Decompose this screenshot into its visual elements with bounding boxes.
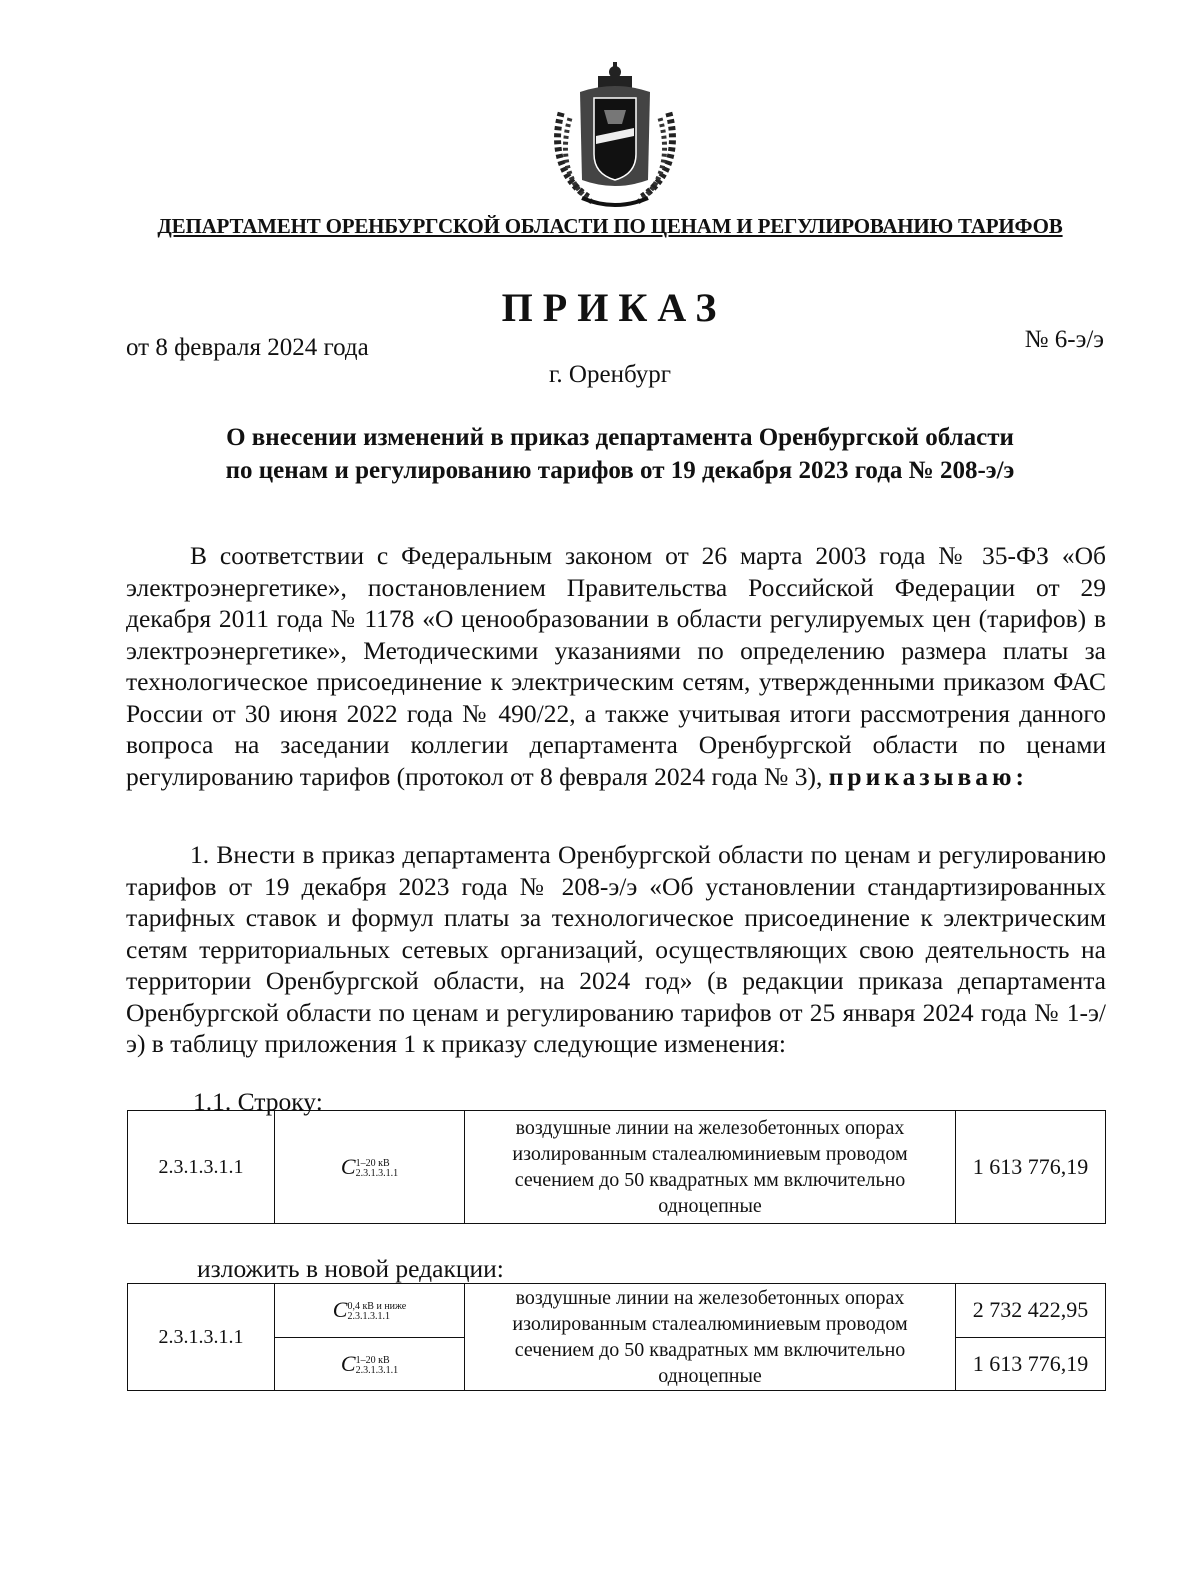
- preamble-command: приказываю:: [828, 761, 1029, 791]
- item-1-text: 1. Внести в приказ департамента Оренбургской области по ценам и регулированию тарифов от 19 декабря 2023 года № 208-э/э «Об установлении стандартизированных тарифных ставок и формул платы за технологическое присоединение к электрическим сетям территориальных сетевых организаций, осуществляющих свою деятельность на территории Оренбургской области, на 2024 год» (в редакции приказа департамента Оренбургской области по ценам и регулированию тарифов от 25 января 2024 года № 1-э/э) в таблицу приложения 1 к приказу следующие изменения:: [126, 840, 1106, 1058]
- item-1-1-label: 1.1. Строку:: [193, 1087, 323, 1116]
- formula-cell: [275, 1284, 465, 1338]
- heading-line-2: по ценам и регулированию тарифов от 19 декабря 2023 года № 208-э/э: [225, 457, 1015, 484]
- preamble-paragraph: [126, 540, 1106, 792]
- formula-cell: [275, 1337, 465, 1391]
- table-old-row: [127, 1110, 1106, 1224]
- formula-cell: [275, 1111, 465, 1224]
- formula-symbol: C: [340, 1154, 356, 1179]
- value-cell: 1 613 776,19: [956, 1111, 1106, 1224]
- formula-subscript: 2.3.1.3.1.1: [347, 1311, 390, 1323]
- code-cell: 2.3.1.3.1.1: [128, 1284, 275, 1391]
- order-title: ПРИКАЗ: [501, 285, 727, 330]
- table-row: [128, 1111, 1106, 1224]
- description-cell: воздушные линии на железобетонных опорах изолированным сталеалюминиевым проводом сечением до 50 квадратных мм включительно одноцепные: [465, 1284, 956, 1391]
- formula-symbol: C: [332, 1297, 348, 1323]
- formula-subscript: 2.3.1.3.1.1: [355, 1167, 399, 1179]
- coat-of-arms-icon: [548, 62, 682, 210]
- order-number: № 6-э/э: [1024, 326, 1104, 353]
- description-cell: воздушные линии на железобетонных опорах изолированным сталеалюминиевым проводом сечением до 50 квадратных мм включительно одноцепные: [465, 1111, 956, 1224]
- value-cell: 2 732 422,95: [956, 1284, 1106, 1338]
- table-row: [128, 1284, 1106, 1338]
- order-city: г. Оренбург: [549, 361, 671, 388]
- formula-symbol: C: [340, 1350, 356, 1376]
- preamble-text: В соответствии с Федеральным законом от 26 марта 2003 года № 35-ФЗ «Об электроэнергетике», постановлением Правительства Российской Федерации от 29 декабря 2011 года № 1178 «О ценообразовании в области регулируемых цен (тарифов) в электроэнергетике», Методическими указаниями по определению размера платы за технологическое присоединение к электрическим сетям, утвержденными приказом ФАС России от 30 июня 2022 года № 490/22, а также учитывая итоги рассмотрения данного вопроса на заседании коллегии департамента Оренбургской области по ценами регулированию тарифов (протокол от 8 февраля 2024 года № 3),: [126, 541, 1106, 791]
- order-heading: [120, 421, 1120, 487]
- formula-superscript: 0,4 кВ и ниже: [347, 1301, 407, 1313]
- heading-line-1: О внесении изменений в приказ департамента Оренбургской области: [226, 424, 1014, 451]
- formula-superscript: 1–20 кВ: [355, 1354, 390, 1366]
- code-cell: 2.3.1.3.1.1: [128, 1111, 275, 1224]
- item-1-paragraph: [126, 839, 1106, 1060]
- table-new-row: [127, 1283, 1106, 1391]
- formula-superscript: 1–20 кВ: [355, 1157, 390, 1169]
- order-date: от 8 февраля 2024 года: [126, 334, 369, 361]
- department-name: ДЕПАРТАМЕНТ ОРЕНБУРГСКОЙ ОБЛАСТИ ПО ЦЕНАМ И РЕГУЛИРОВАНИЮ ТАРИФОВ: [157, 214, 1063, 238]
- new-edition-label: изложить в новой редакции:: [197, 1254, 504, 1283]
- formula-subscript: 2.3.1.3.1.1: [355, 1364, 399, 1376]
- value-cell: 1 613 776,19: [956, 1337, 1106, 1391]
